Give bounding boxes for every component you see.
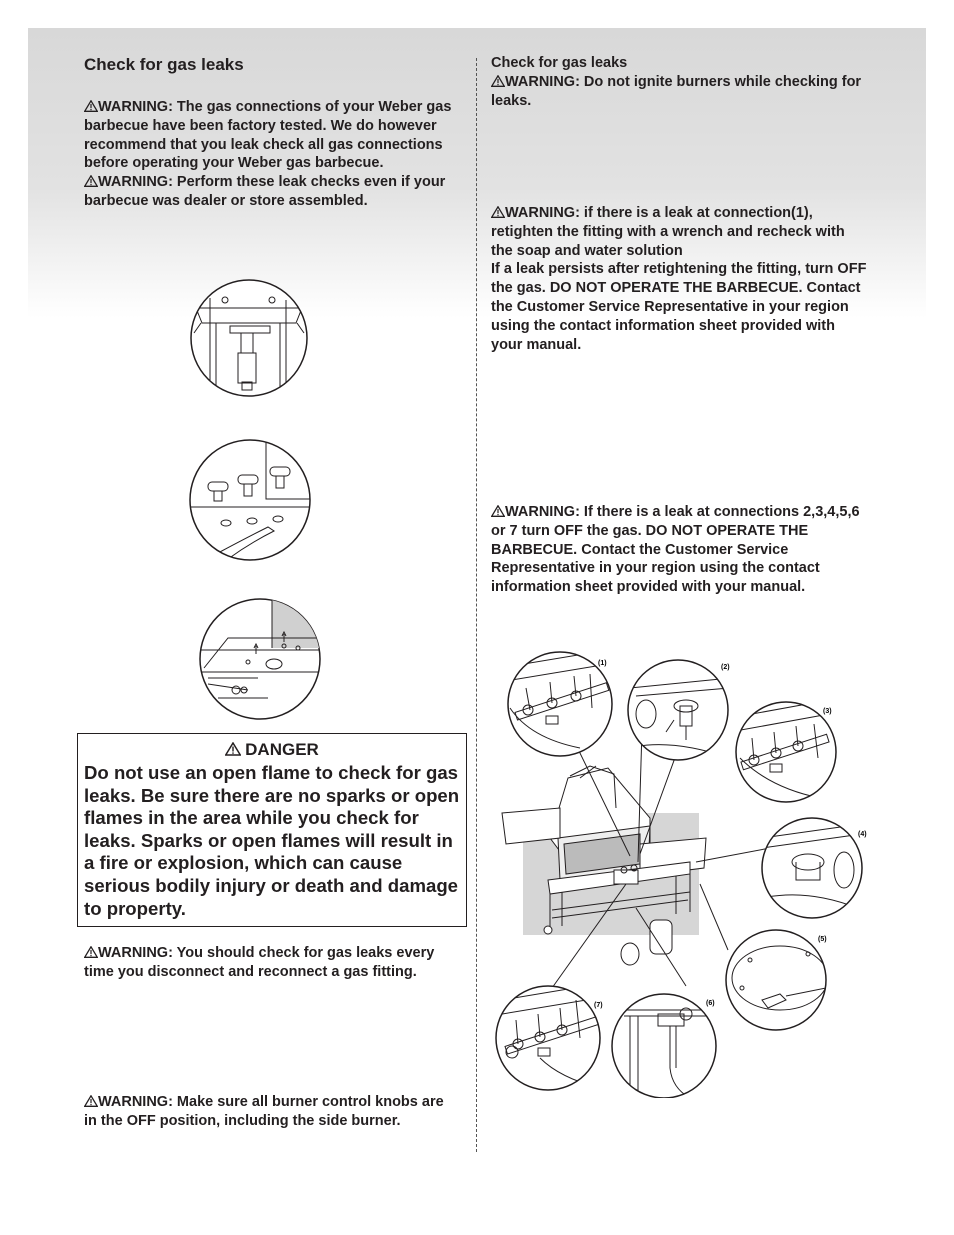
label-connection-1: (1) xyxy=(598,660,607,667)
warning-triangle-icon xyxy=(491,206,505,218)
warning-triangle-icon xyxy=(84,175,98,187)
right-warning-2b: If a leak persists after retightening the fitting, turn OFF the gas. DO NOT OPERATE THE BARBECUE. Contact the Customer Service Representative in your region using the contact information sheet provided with your manual. xyxy=(491,261,867,353)
warning-triangle-icon xyxy=(491,505,505,517)
label-connection-4: (4) xyxy=(858,831,867,838)
right-title: Check for gas leaks xyxy=(491,55,628,71)
illustration-manifold-detail xyxy=(186,278,312,400)
connection-5-detail xyxy=(726,930,828,1030)
left-warning-3-text: WARNING: You should check for gas leaks every time you disconnect and reconnect a gas fitting. xyxy=(84,945,435,980)
right-warning-2a-text: WARNING: if there is a leak at connection(1), retighten the fitting with a wrench and recheck with the soap and water solution xyxy=(491,205,845,259)
right-warning-3-text: WARNING: If there is a leak at connections 2,3,4,5,6 or 7 turn OFF the gas. DO NOT OPERATE THE BARBECUE. Contact the Customer Service Representative in your region using the contact information sheet provided with your manual. xyxy=(491,504,860,596)
connection-2-detail xyxy=(628,660,730,760)
left-warning-3 xyxy=(84,944,460,982)
warning-triangle-icon xyxy=(225,742,241,756)
right-top-block xyxy=(491,54,871,110)
right-warning-3 xyxy=(491,503,869,597)
danger-notice-box xyxy=(77,733,467,927)
right-warning-2-block xyxy=(491,204,869,354)
label-connection-5: (5) xyxy=(818,936,827,943)
left-warning-3-block xyxy=(84,944,460,982)
left-warning-2 xyxy=(84,173,454,211)
label-connection-6: (6) xyxy=(706,1000,715,1007)
illustration-control-knobs xyxy=(188,437,314,563)
column-divider xyxy=(476,58,477,1152)
right-warning-3-block xyxy=(491,503,869,597)
connection-7-detail xyxy=(490,982,610,1090)
warning-triangle-icon xyxy=(491,75,505,87)
left-title: Check for gas leaks xyxy=(84,55,244,74)
right-warning-1 xyxy=(491,73,871,111)
danger-body-text: Do not use an open flame to check for gas leaks. Be sure there are no sparks or open flames in the area while you check for leaks. Sparks or open flames will result in a fire or explosion, which can cause serious bodily injury or death and damage to property. xyxy=(84,762,460,919)
label-connection-3: (3) xyxy=(823,708,832,715)
right-warning-2a xyxy=(491,204,869,260)
left-warning-4 xyxy=(84,1093,460,1131)
danger-heading xyxy=(84,740,460,760)
left-warning-2-text: WARNING: Perform these leak checks even if your barbecue was dealer or store assembled. xyxy=(84,174,446,209)
illustration-side-burner xyxy=(198,598,324,720)
danger-heading-text: DANGER xyxy=(245,740,319,759)
warning-triangle-icon xyxy=(84,946,98,958)
left-warnings-top xyxy=(84,98,454,211)
warning-triangle-icon xyxy=(84,100,98,112)
label-connection-2: (2) xyxy=(721,664,730,671)
left-warning-1 xyxy=(84,98,454,173)
label-connection-7: (7) xyxy=(594,1002,603,1009)
connection-6-detail xyxy=(612,994,720,1098)
warning-triangle-icon xyxy=(84,1095,98,1107)
left-warning-4-block xyxy=(84,1093,460,1131)
left-warning-1-text: WARNING: The gas connections of your Weber gas barbecue have been factory tested. We do however recommend that you leak check all gas connections before operating your Weber gas barbecue. xyxy=(84,99,452,172)
illustration-connection-diagram xyxy=(490,648,890,1098)
left-warning-4-text: WARNING: Make sure all burner control knobs are in the OFF position, including the side burner. xyxy=(84,1094,444,1129)
right-warning-1-text: WARNING: Do not ignite burners while checking for leaks. xyxy=(491,73,862,109)
connection-4-detail xyxy=(762,818,862,918)
